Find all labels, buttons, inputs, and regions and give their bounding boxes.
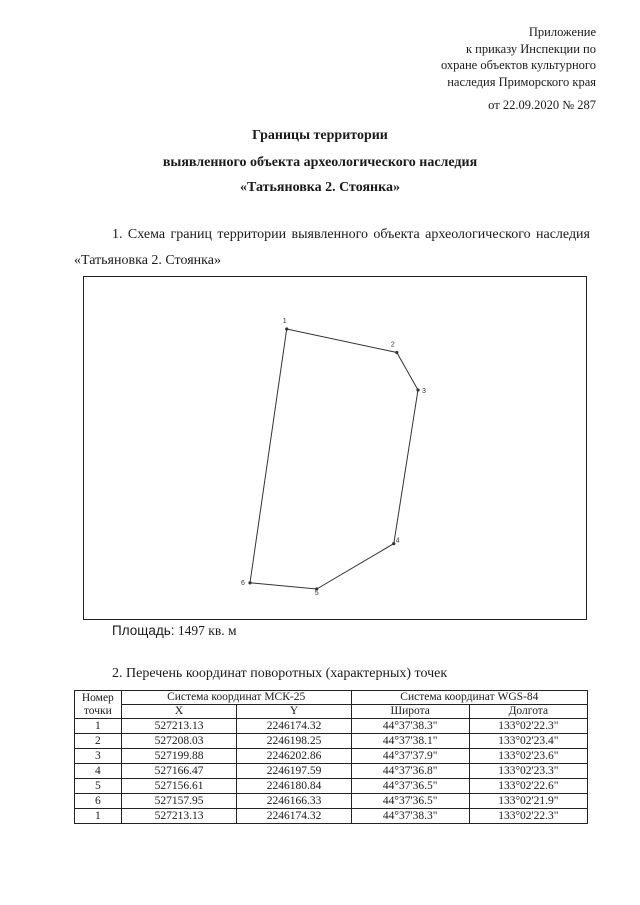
annex-note xyxy=(441,24,596,90)
vertex-label: 5 xyxy=(314,589,319,597)
table-row xyxy=(75,794,588,809)
boundary-polygon xyxy=(250,329,418,589)
document-title-line-3: «Татьяновка 2. Стоянка» xyxy=(240,180,400,195)
table-header-row xyxy=(75,691,588,705)
vertex-label: 4 xyxy=(395,537,400,545)
cell-y: 2246198.25 xyxy=(237,734,351,749)
order-date-number: от 22.09.2020 № 287 xyxy=(488,98,596,112)
boundary-scheme xyxy=(83,276,587,620)
boundary-vertex xyxy=(285,327,288,330)
annex-line: Приложение xyxy=(528,25,596,39)
table-row xyxy=(75,734,588,749)
table-row xyxy=(75,809,588,824)
section-1-text: 1. Схема границ территории выявленного объекта археологического наследия «Татьяновка 2. Стоянка» xyxy=(74,227,590,268)
cell-latitude: 44°37'36.5" xyxy=(351,794,469,809)
boundary-vertex xyxy=(416,388,419,391)
cell-longitude: 133°02'23.3" xyxy=(469,764,587,779)
cell-point-number: 1 xyxy=(75,809,122,824)
vertex-label: 3 xyxy=(422,387,426,395)
area-value: 1497 кв. м xyxy=(177,623,237,638)
cell-point-number: 1 xyxy=(75,719,122,734)
header-wgs: Система координат WGS-84 xyxy=(351,691,587,705)
table-row xyxy=(75,749,588,764)
cell-x: 527156.61 xyxy=(121,779,237,794)
cell-x: 527208.03 xyxy=(121,734,237,749)
cell-latitude: 44°37'38.3" xyxy=(351,719,469,734)
cell-longitude: 133°02'22.3" xyxy=(469,719,587,734)
area-line xyxy=(112,623,237,639)
cell-y: 2246202.86 xyxy=(237,749,351,764)
table-row xyxy=(75,719,588,734)
cell-latitude: 44°37'38.3" xyxy=(351,809,469,824)
document-title-line-1: Границы территории xyxy=(252,128,388,143)
header-msk: Система координат МСК-25 xyxy=(121,691,351,705)
vertex-label: 2 xyxy=(390,341,395,349)
annex-line: наследия Приморского края xyxy=(447,74,596,89)
vertex-label: 6 xyxy=(240,579,245,587)
coordinates-table xyxy=(74,690,588,824)
boundary-vertex xyxy=(395,351,398,354)
table-row xyxy=(75,764,588,779)
annex-line: к приказу Инспекции по xyxy=(465,41,596,56)
cell-x: 527199.88 xyxy=(121,749,237,764)
cell-longitude: 133°02'23.4" xyxy=(469,734,587,749)
cell-y: 2246197.59 xyxy=(237,764,351,779)
vertex-label: 1 xyxy=(282,318,287,326)
header-longitude: Долгота xyxy=(469,705,587,719)
cell-y: 2246180.84 xyxy=(237,779,351,794)
cell-x: 527213.13 xyxy=(121,809,237,824)
header-y: Y xyxy=(237,705,351,719)
boundary-vertices xyxy=(241,318,426,597)
cell-longitude: 133°02'23.6" xyxy=(469,749,587,764)
cell-y: 2246166.33 xyxy=(237,794,351,809)
boundary-vertex xyxy=(248,581,251,584)
boundary-scheme-svg xyxy=(84,277,586,619)
cell-x: 527213.13 xyxy=(121,719,237,734)
cell-y: 2246174.32 xyxy=(237,719,351,734)
document-title-line-2: выявленного объекта археологического наследия xyxy=(162,155,478,170)
annex-line: охране объектов культурного xyxy=(440,58,596,72)
cell-latitude: 44°37'37.9" xyxy=(351,749,469,764)
cell-latitude: 44°37'36.8" xyxy=(351,764,469,779)
cell-point-number: 5 xyxy=(75,779,122,794)
cell-longitude: 133°02'21.9" xyxy=(469,794,587,809)
cell-x: 527166.47 xyxy=(121,764,237,779)
header-point-number: Номер точки xyxy=(75,691,122,719)
cell-latitude: 44°37'38.1" xyxy=(351,734,469,749)
area-label: Площадь: xyxy=(112,623,175,638)
cell-point-number: 6 xyxy=(75,794,122,809)
cell-y: 2246174.32 xyxy=(237,809,351,824)
header-x: X xyxy=(121,705,237,719)
cell-latitude: 44°37'36.5" xyxy=(351,779,469,794)
section-2-heading: 2. Перечень координат поворотных (характерных) точек xyxy=(112,666,448,681)
table-subheader-row xyxy=(75,705,588,719)
cell-longitude: 133°02'22.6" xyxy=(469,779,587,794)
cell-x: 527157.95 xyxy=(121,794,237,809)
table-row xyxy=(75,779,588,794)
cell-longitude: 133°02'22.3" xyxy=(469,809,587,824)
header-latitude: Широта xyxy=(351,705,469,719)
cell-point-number: 2 xyxy=(75,734,122,749)
cell-point-number: 3 xyxy=(75,749,122,764)
cell-point-number: 4 xyxy=(75,764,122,779)
